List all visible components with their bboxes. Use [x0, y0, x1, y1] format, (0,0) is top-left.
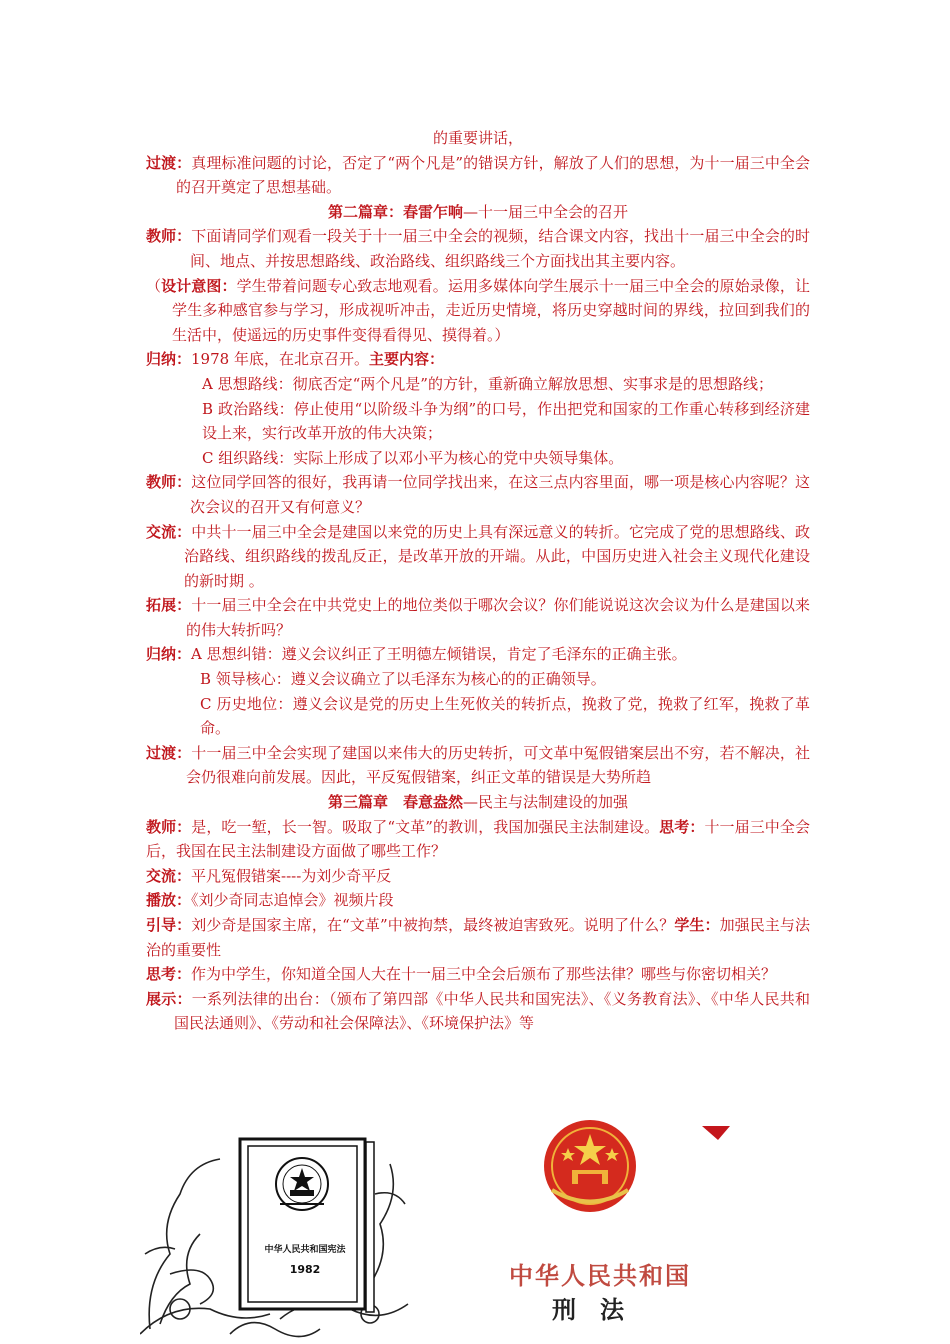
- label-summary: 归纳：: [146, 350, 192, 369]
- paragraph-text: 这位同学回答的很好，我再请一位同学找出来，在这三点内容里面，哪一项是核心内容呢？这次会议的召开又有何意义？: [190, 473, 810, 516]
- label-think: 思考：: [146, 965, 192, 984]
- paragraph-text: 是，吃一堑，长一智。吸取了“文革”的教训，我国加强民主法制建设。: [191, 817, 660, 836]
- section-3-heading: [146, 790, 810, 815]
- paragraph-show: [146, 987, 810, 1036]
- paragraph-text: 十一届三中全会在中共党史上的地位类似于哪次会议？你们能说说这次会议为什么是建国以来的伟大转折吗？: [186, 596, 810, 639]
- paragraph-text: 十一届三中全会实现了建国以来伟大的历史转折，可文革中冤假错案层出不穷，若不解决，社会仍很难向前发展。因此，平反冤假错案，纠正文革的错误是大势所趋: [186, 743, 810, 787]
- label-show: 展示：: [146, 989, 192, 1008]
- label-think: 思考：: [659, 817, 705, 836]
- summary-2-item-b: B 领导核心：遵义会议确立了以毛泽东为核心的的正确领导。: [200, 670, 606, 689]
- constitution-book-title: 中华人民共和国宪法: [264, 1245, 346, 1255]
- paragraph-teacher-1: [146, 224, 810, 273]
- label-main-content: 主要内容：: [368, 350, 444, 369]
- paragraph-text: 《刘少奇同志追悼会》视频片段: [191, 891, 394, 910]
- paragraph-transition-2: [146, 741, 810, 790]
- label-guide: 引导：: [146, 916, 192, 934]
- paragraph-summary-2: [146, 642, 810, 667]
- label-extension: 拓展：: [146, 596, 192, 615]
- label-exchange: 交流：: [146, 522, 192, 541]
- continued-line: 的重要讲话，: [432, 129, 523, 147]
- label-teacher: 教师：: [146, 473, 192, 492]
- paragraph-text: 中共十一届三中全会是建国以来党的历史上具有深远意义的转折。它完成了党的思想路线、政治路线、组织路线的拨乱反正，是改革开放的开端。从此，中国历史进入社会主义现代化建设的新时期 。: [184, 522, 810, 590]
- section-subtitle: —十一届三中全会的召开: [463, 202, 629, 221]
- paragraph-guide: [146, 913, 810, 962]
- paragraph-teacher-3: [146, 815, 810, 864]
- summary-item-a: A 思想路线：彻底否定“两个凡是”的方针，重新确立解放思想、实事求是的思想路线；: [202, 374, 773, 393]
- paragraph-text: 加强民主与法治的重要性: [146, 916, 810, 959]
- paragraph-text: 平凡冤假错案----为刘少奇平反: [191, 866, 392, 885]
- constitution-book-illustration: [140, 1134, 410, 1344]
- label-exchange: 交流：: [146, 866, 192, 885]
- section-title: 第三篇章 春意盎然: [327, 793, 463, 812]
- criminal-law-subtitle: 刑法: [552, 1295, 648, 1324]
- criminal-law-title: 中华人民共和国: [509, 1261, 691, 1290]
- section-subtitle: —民主与法制建设的加强: [463, 793, 629, 812]
- section-title: 第二篇章：春雷乍响: [327, 202, 463, 221]
- document-body: [146, 126, 810, 1036]
- paragraph-think: [146, 962, 810, 987]
- paragraph-text: 学生带着问题专心致志地观看。运用多媒体向学生展示十一届三中全会的原始录像，让学生多种感官参与学习，形成视听冲击，走近历史情境，将历史穿越时间的界线，拉回到我们的生活中，使遥远的历史事件变得看得见、摸得着。）: [172, 276, 810, 344]
- open-paren: （: [146, 276, 162, 295]
- paragraph-text: 一系列法律的出台：（颁布了第四部《中华人民共和国宪法》、《义务教育法》、《中华人民共和国民法通则》、《劳动和社会保障法》、《环境保护法》等: [174, 989, 810, 1033]
- paragraph-text: 作为中学生，你知道全国人大在十一届三中全会后颁布了那些法律？哪些与你密切相关？: [191, 965, 777, 984]
- summary-2-item-c: C 历史地位：遵义会议是党的历史上生死攸关的转折点，挽救了党，挽救了红军，挽救了革命。: [200, 694, 810, 738]
- paragraph-exchange-1: [146, 520, 810, 594]
- label-play: 播放：: [146, 891, 192, 910]
- constitution-book-year: 1982: [289, 1263, 321, 1276]
- summary-item-b: B 政治路线：停止使用“以阶级斗争为纲”的口号，作出把党和国家的工作重心转移到经济建设上来，实行改革开放的伟大决策；: [202, 399, 810, 443]
- paragraph-text: 十一届三中全会后，我国在民主法制建设方面做了哪些工作？: [146, 817, 810, 861]
- label-transition: 过渡：: [146, 153, 192, 172]
- paragraph-play: [146, 888, 810, 913]
- paragraph-transition-1: [146, 151, 810, 200]
- scroll-ornament-left: [149, 1159, 220, 1329]
- label-teacher: 教师：: [146, 227, 192, 246]
- label-summary: 归纳：: [146, 645, 192, 664]
- paragraph-summary-1: [146, 347, 810, 372]
- paragraph-exchange-2: [146, 864, 810, 889]
- paragraph-text: 下面请同学们观看一段关于十一届三中全会的视频，结合课文内容，找出十一届三中全会的时间、地点、并按思想路线、政治路线、组织路线三个方面找出其主要内容。: [190, 227, 810, 270]
- paragraph-teacher-2: [146, 470, 810, 519]
- label-design-intent: 设计意图：: [161, 276, 237, 295]
- paragraph-text: 真理标准问题的讨论，否定了“两个凡是”的错误方针，解放了人们的思想，为十一届三中全会的召开奠定了思想基础。: [176, 153, 810, 197]
- corner-flag-decoration: [702, 1126, 730, 1140]
- paragraph-text: 刘少奇是国家主席，在“文革”中被拘禁，最终被迫害致死。说明了什么？: [191, 916, 675, 934]
- paragraph-text: A 思想纠错：遵义会议纠正了王明德左倾错误，肯定了毛泽东的正确主张。: [191, 645, 687, 664]
- paragraph-extension: [146, 593, 810, 642]
- section-2-heading: [146, 200, 810, 225]
- label-transition: 过渡：: [146, 743, 192, 762]
- paragraph-text: 1978 年底，在北京召开。: [191, 350, 369, 369]
- label-student: 学生：: [674, 916, 720, 934]
- constitution-book: [240, 1139, 374, 1312]
- paragraph-design-intent: [146, 274, 810, 348]
- summary-item-c: C 组织路线：实际上形成了以邓小平为核心的党中央领导集体。: [202, 448, 624, 467]
- label-teacher: 教师：: [146, 817, 192, 836]
- national-emblem-red-icon: [544, 1120, 636, 1212]
